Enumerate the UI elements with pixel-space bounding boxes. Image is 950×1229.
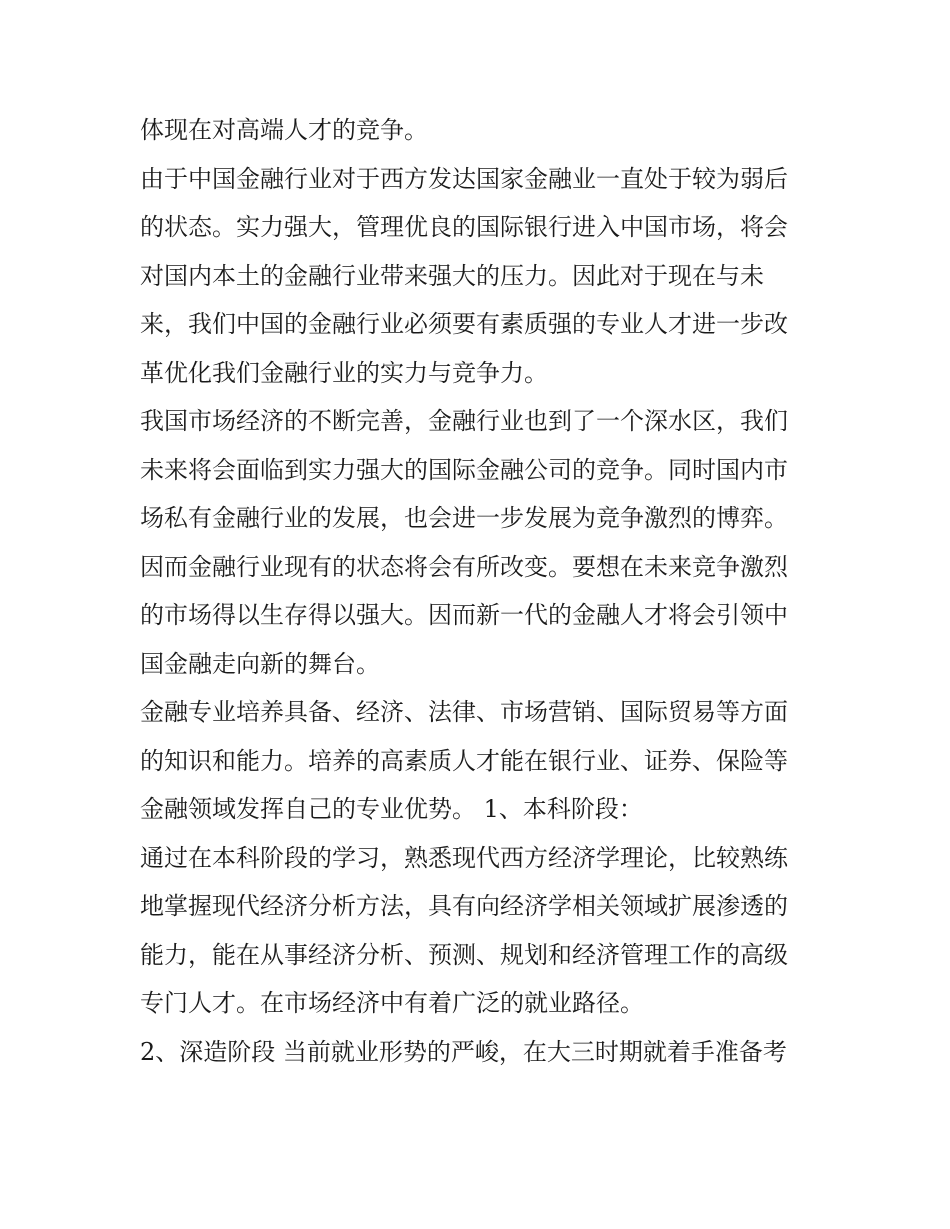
text-line: 金融专业培养具备、经济、法律、市场营销、国际贸易等方面 [140,698,788,726]
text-line: 革优化我们金融行业的实力与竞争力。 [140,358,548,387]
text-line: 场私有金融行业的发展，也会进一步发展为竞争激烈的博弈。 [140,504,788,532]
text-line: 因而金融行业现有的状态将会有所改变。要想在未来竞争激烈 [140,552,788,581]
text-line: 国金融走向新的舞台。 [140,649,380,678]
text-line: 未来将会面临到实力强大的国际金融公司的竞争。同时国内市 [140,455,788,484]
text-line: 的知识和能力。培养的高素质人才能在银行业、证券、保险等 [140,746,788,775]
text-line: 由于中国金融行业对于西方发达国家金融业一直处于较为弱后 [140,164,788,193]
text-line: 2、深造阶段 当前就业形势的严峻，在大三时期就着手准备考 [140,1037,787,1066]
text-line: 通过在本科阶段的学习，熟悉现代西方经济学理论，比较熟练 [140,843,788,872]
text-line: 的市场得以生存得以强大。因而新一代的金融人才将会引领中 [140,601,788,629]
document-body [140,106,830,1076]
text-line: 来，我们中国的金融行业必须要有素质强的专业人才进一步改 [140,310,788,338]
text-line: 我国市场经济的不断完善，金融行业也到了一个深水区，我们 [140,407,788,435]
text-line: 的状态。实力强大，管理优良的国际银行进入中国市场，将会 [140,213,788,241]
text-line: 金融领域发挥自己的专业优势。 1、本科阶段： [140,795,643,823]
text-line: 专门人才。在市场经济中有着广泛的就业路径。 [140,989,644,1017]
text-line: 体现在对高端人才的竞争。 [140,116,428,144]
text-line: 能力，能在从事经济分析、预测、规划和经济管理工作的高级 [140,940,788,969]
text-line: 地掌握现代经济分析方法，具有向经济学相关领域扩展渗透的 [140,892,788,920]
text-line: 对国内本土的金融行业带来强大的压力。因此对于现在与未 [140,261,764,290]
